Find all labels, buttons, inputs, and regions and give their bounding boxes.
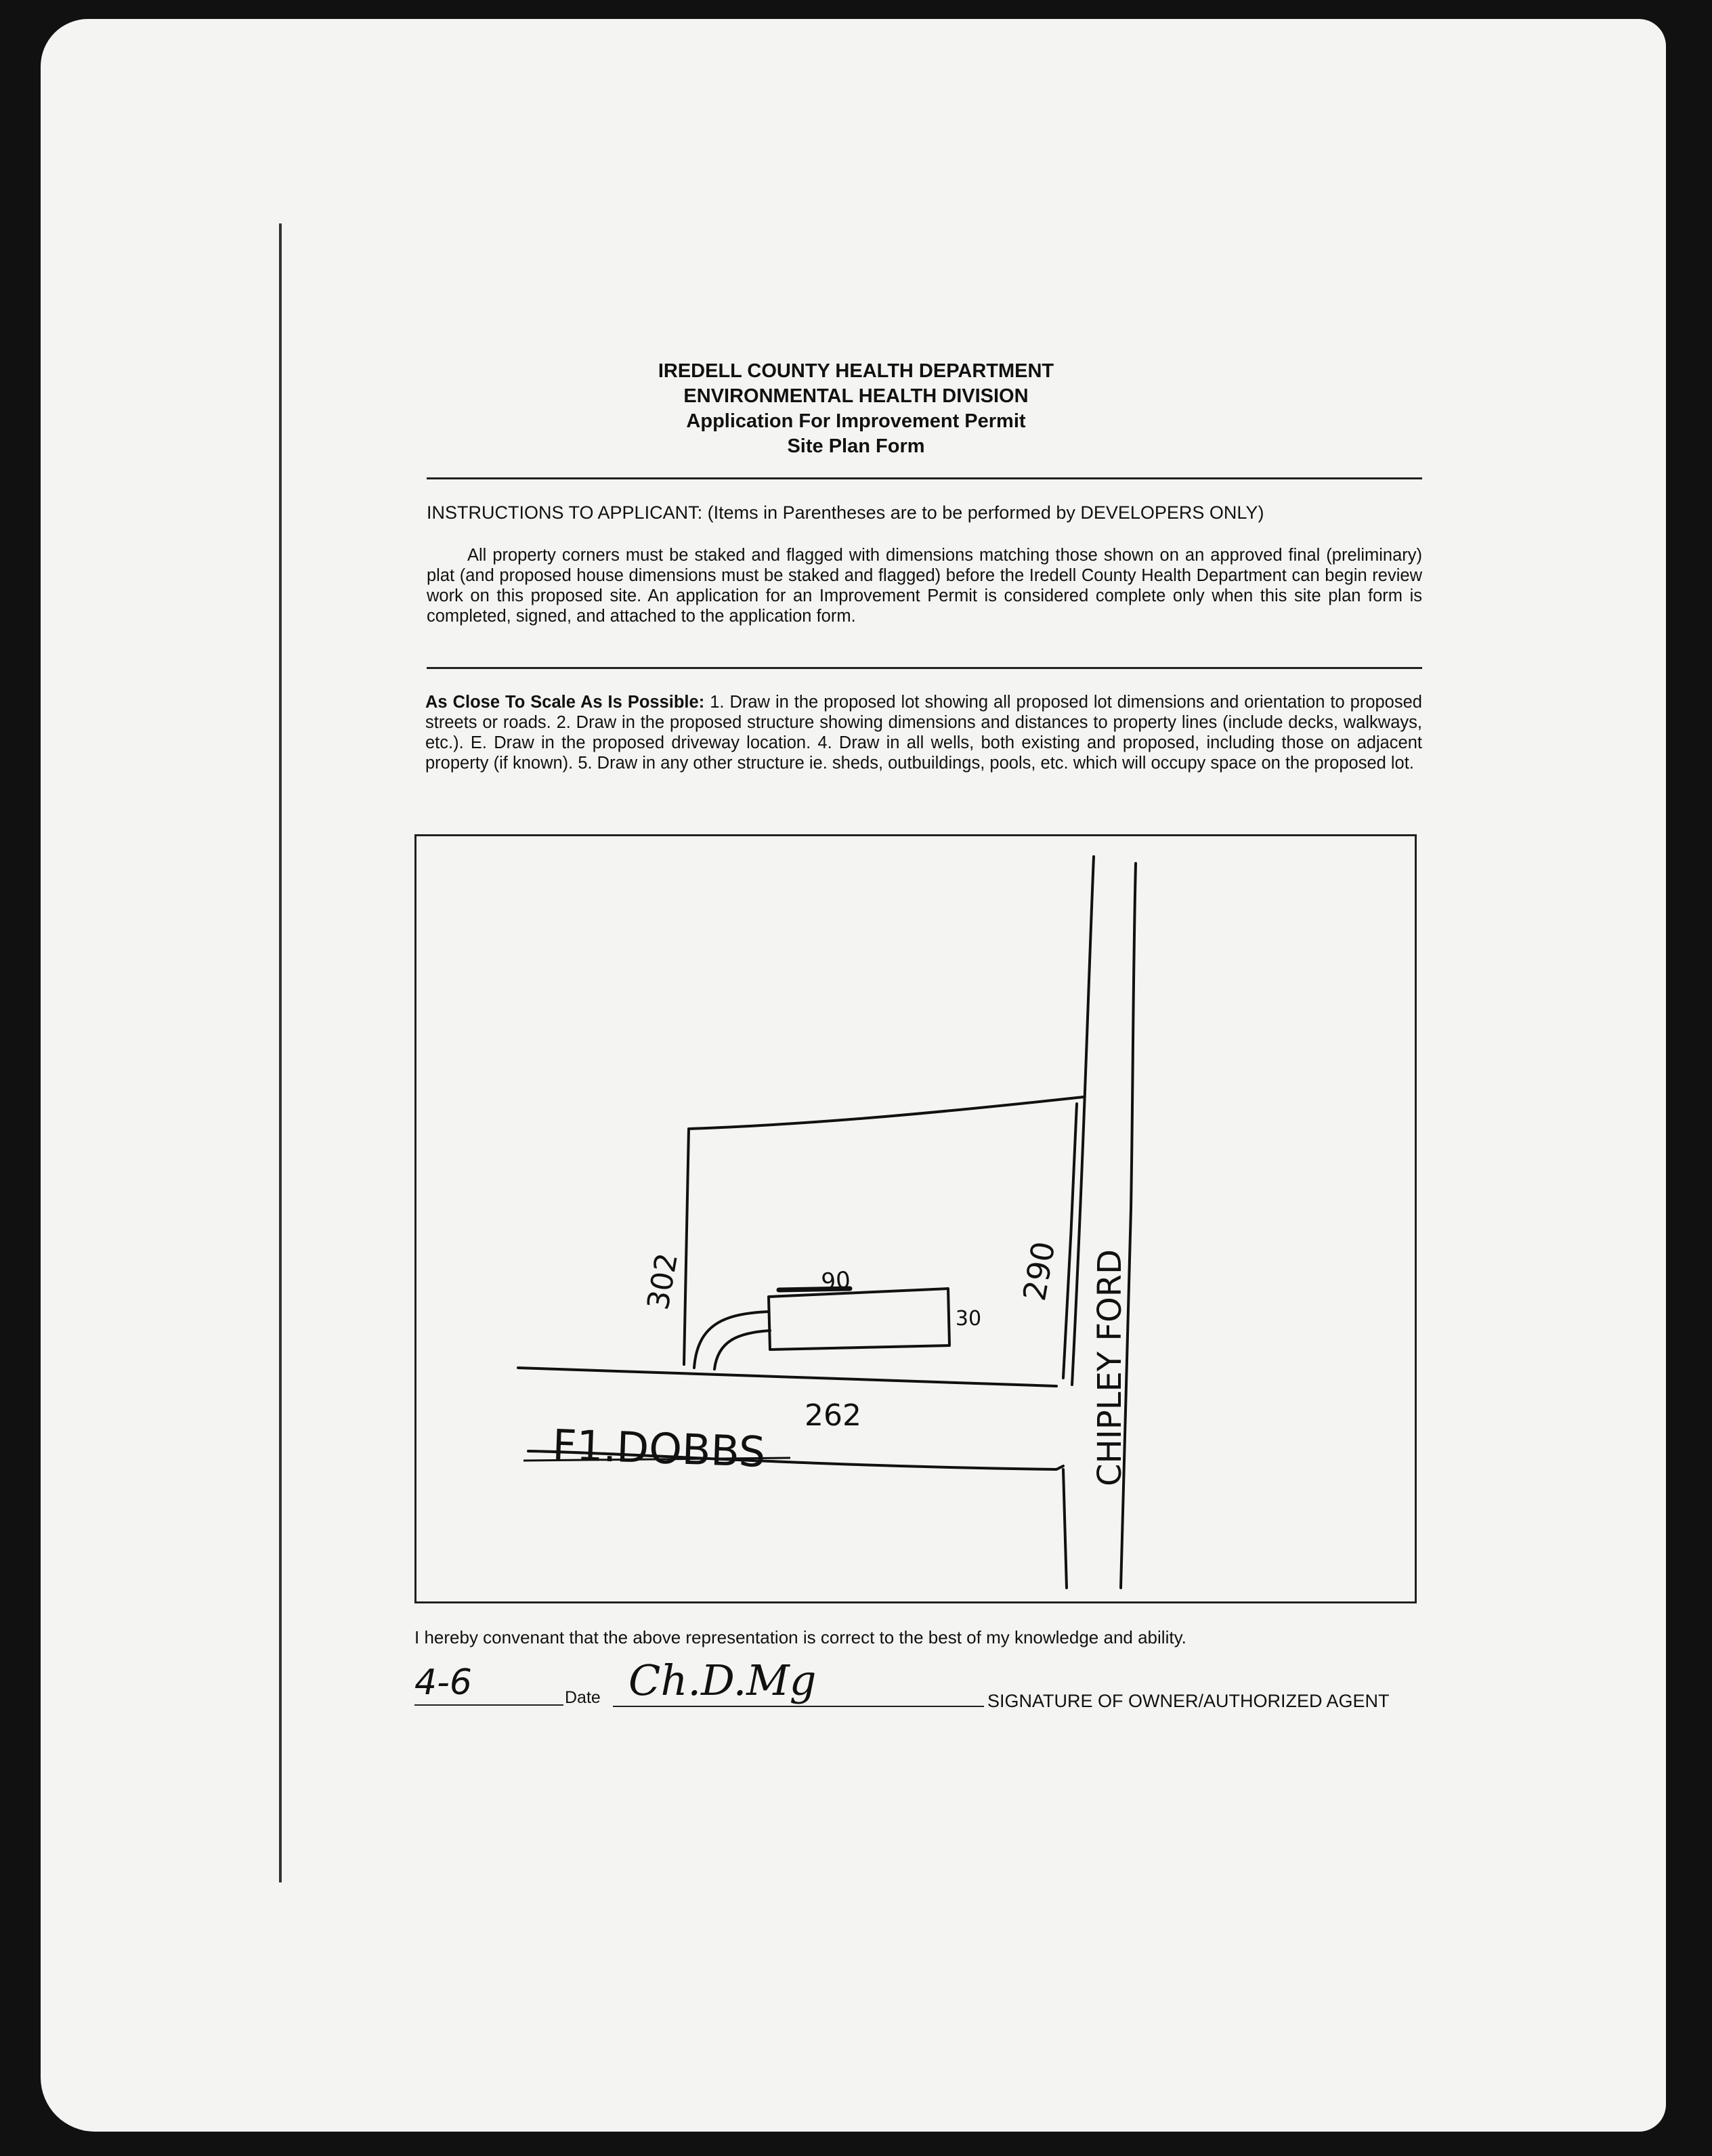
site-plan-box (414, 834, 1417, 1603)
instructions-body: All property corners must be staked and flagged with dimensions matching those shown on an approved final (preliminary) plat (and proposed house dimensions must be staked and flagged) before the Iredell County Health Department can begin review work on this proposed site. An application for an Improvement Permit is considered complete only when this site plan form is completed, signed, and attached to the application form. (427, 546, 1422, 626)
road-edge-upper (518, 1368, 1056, 1386)
left-margin-rule (279, 223, 282, 1882)
date-line (414, 1704, 563, 1706)
dimension-house-depth: 30 (955, 1307, 982, 1331)
road-label-horizontal: F1.DOBBS (551, 1420, 767, 1477)
header-application: Application For Improvement Permit (686, 410, 1026, 432)
lot-outline-top-left (684, 1097, 1084, 1364)
vertical-road-left-lower (1063, 1469, 1067, 1588)
instructions-heading: INSTRUCTIONS TO APPLICANT: (Items in Parentheses are to be performed by DEVELOPERS ONLY) (427, 502, 1264, 523)
driveway-inner (714, 1331, 770, 1369)
header-department: IREDELL COUNTY HEALTH DEPARTMENT (658, 360, 1054, 382)
date-label: Date (565, 1688, 601, 1707)
certification-statement: I hereby convenant that the above representation is correct to the best of my knowledge and ability. (414, 1627, 1186, 1647)
dimension-lot-bottom: 262 (805, 1398, 861, 1433)
header-division: ENVIRONMENTAL HEALTH DIVISION (683, 385, 1029, 407)
signature-value[interactable]: Ch.D.Mg (628, 1656, 817, 1705)
signature-line[interactable] (613, 1706, 984, 1707)
house-footprint (769, 1289, 949, 1350)
site-plan-sketch (416, 836, 1415, 1601)
divider-middle (427, 667, 1422, 669)
scale-note (425, 692, 1422, 773)
road-label-vertical: CHIPLEY FORD (1091, 1249, 1129, 1486)
dimension-house-width: 90 (820, 1266, 852, 1296)
signature-label: SIGNATURE OF OWNER/AUTHORIZED AGENT (987, 1691, 1390, 1711)
divider-top (427, 477, 1422, 479)
dimension-lot-right: 290 (1016, 1238, 1063, 1304)
scale-note-lead: As Close To Scale As Is Possible: (425, 693, 705, 712)
scale-note-body: 1. Draw in the proposed lot showing all proposed lot dimensions and orientation to proposed streets or roads. 2. Draw in the proposed structure showing dimensions and distances to property lines (include decks, walkways, etc.). E. Draw in the proposed driveway location. 4. Draw in all wells, both existing and proposed, including those on adjacent property (if known). 5. Draw in any other structure ie. sheds, outbuildings, pools, etc. which will occupy space on the proposed lot. (425, 693, 1422, 773)
dimension-lot-left: 302 (641, 1250, 685, 1313)
date-value[interactable]: 4-6 (414, 1662, 472, 1703)
header-form-title: Site Plan Form (787, 435, 925, 457)
